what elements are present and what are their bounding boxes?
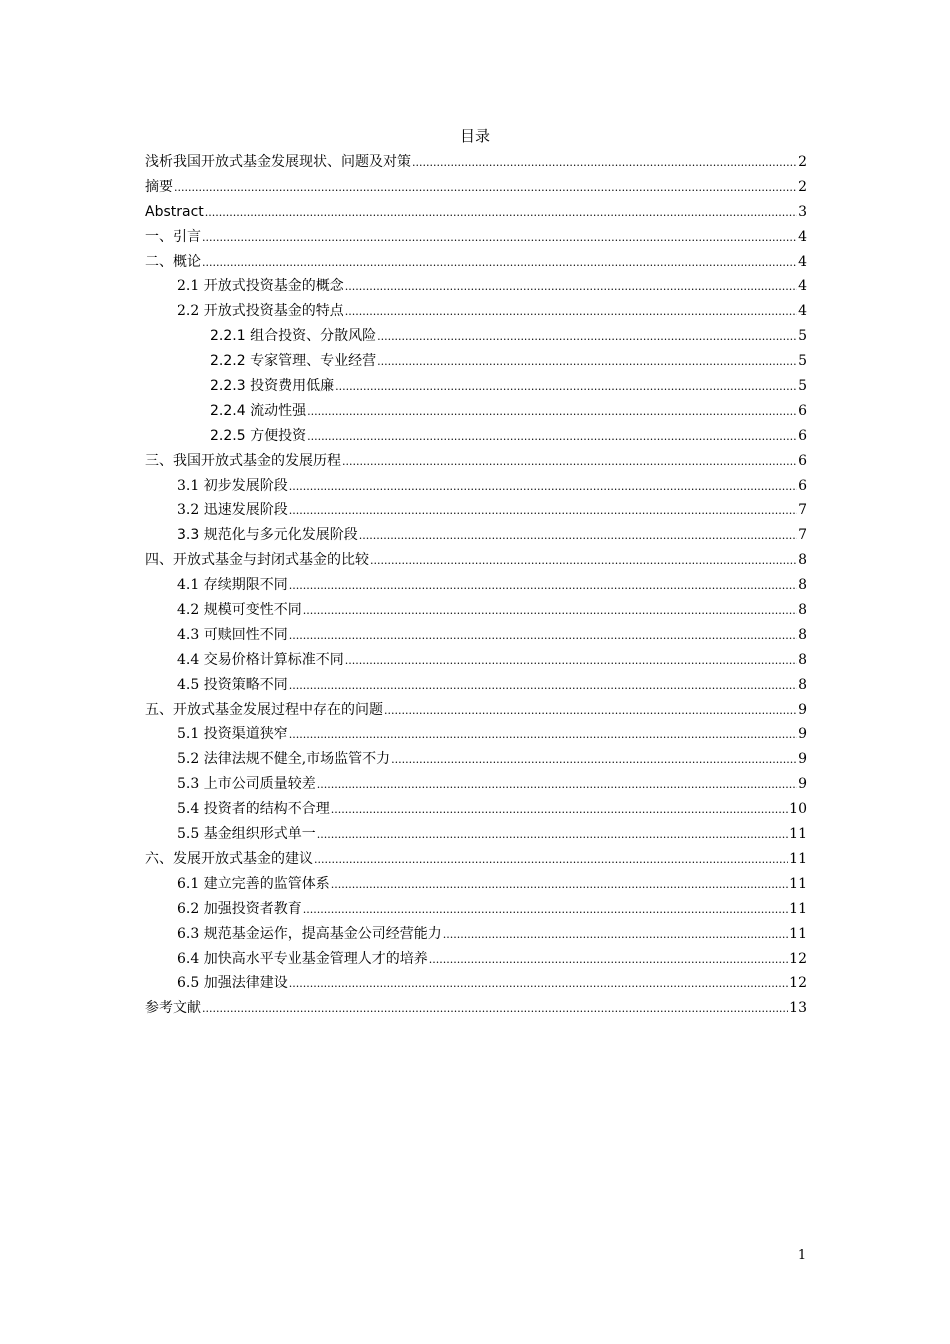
toc-entry-page-number: 5	[798, 378, 807, 395]
toc-leader-dots	[289, 624, 797, 648]
toc-leader-dots	[443, 923, 788, 947]
toc-entry[interactable]	[145, 673, 807, 698]
toc-entry-page-number: 6	[798, 427, 807, 444]
toc-entry-page-number: 4	[798, 253, 807, 270]
toc-leader-dots	[205, 201, 797, 225]
toc-entry[interactable]	[145, 947, 807, 972]
toc-entry-label: 4.2 规模可变性不同	[177, 602, 302, 619]
toc-entry[interactable]	[145, 598, 807, 623]
toc-entry-label: 三、我国开放式基金的发展历程	[145, 452, 341, 469]
toc-leader-dots	[317, 773, 797, 797]
toc-leader-dots	[289, 972, 788, 996]
toc-entry-page-number: 8	[798, 626, 807, 643]
toc-entry-label: 2.2.2 专家管理、专业经营	[210, 353, 377, 370]
toc-entry-page-number: 7	[798, 502, 807, 519]
toc-entry-label: 2.2.5 方便投资	[210, 427, 307, 444]
toc-leader-dots	[202, 226, 797, 250]
toc-entry-label: Abstract	[145, 203, 204, 220]
toc-leader-dots	[391, 748, 797, 772]
toc-title: 目录	[459, 127, 490, 145]
toc-entry[interactable]	[145, 623, 807, 648]
toc-leader-dots	[429, 948, 788, 972]
toc-leader-dots	[303, 599, 797, 623]
toc-entry-page-number: 5	[798, 353, 807, 370]
page-number: 1	[797, 1248, 807, 1263]
toc-entry[interactable]	[145, 374, 807, 399]
toc-entry-label: 六、发展开放式基金的建议	[145, 850, 313, 867]
toc-entry[interactable]	[145, 324, 807, 349]
toc-leader-dots	[289, 475, 797, 499]
toc-entry[interactable]	[145, 747, 807, 772]
toc-leader-dots	[345, 300, 797, 324]
toc-entry[interactable]	[145, 250, 807, 275]
toc-entry[interactable]	[145, 474, 807, 499]
toc-leader-dots	[377, 325, 797, 349]
toc-entry-page-number: 5	[798, 328, 807, 345]
toc-leader-dots	[289, 499, 797, 523]
toc-leader-dots	[174, 176, 797, 200]
toc-entry-page-number: 4	[798, 278, 807, 295]
toc-entry[interactable]	[145, 175, 807, 200]
toc-entry-label: 3.1 初步发展阶段	[177, 477, 288, 494]
toc-entry-page-number: 9	[798, 701, 807, 718]
toc-entry-label: 参考文献	[145, 1000, 201, 1017]
toc-entry-label: 6.2 加强投资者教育	[177, 900, 302, 917]
toc-leader-dots	[345, 649, 797, 673]
toc-entry-label: 五、开放式基金发展过程中存在的问题	[145, 701, 383, 718]
toc-entry-page-number: 4	[798, 228, 807, 245]
toc-entry-page-number: 2	[798, 154, 807, 170]
toc-entry-label: 6.3 规范基金运作，提高基金公司经营能力	[177, 925, 442, 942]
toc-leader-dots	[345, 275, 797, 299]
toc-entry-label: 2.2.4 流动性强	[210, 402, 307, 419]
toc-entry-page-number: 7	[798, 527, 807, 544]
toc-entry[interactable]	[145, 548, 807, 573]
toc-leader-dots	[317, 823, 788, 847]
toc-entry[interactable]	[145, 698, 807, 723]
toc-entry-page-number: 10	[789, 801, 807, 818]
toc-entry[interactable]	[145, 772, 807, 797]
toc-leader-dots	[289, 674, 797, 698]
toc-entry[interactable]	[145, 523, 807, 548]
toc-entry-page-number: 8	[798, 602, 807, 619]
toc-entry-label: 2.2.1 组合投资、分散风险	[210, 328, 377, 345]
toc-leader-dots	[303, 898, 788, 922]
toc-entry-page-number: 6	[798, 452, 807, 469]
toc-entry[interactable]	[145, 648, 807, 673]
toc-entry-label: 2.1 开放式投资基金的概念	[177, 278, 344, 295]
toc-entry-page-number: 9	[798, 776, 807, 793]
toc-entry-label: 6.4 加快高水平专业基金管理人才的培养	[177, 950, 428, 967]
toc-leader-dots	[335, 375, 797, 399]
toc-entry-label: 4.5 投资策略不同	[177, 676, 288, 693]
toc-entry-label: 4.1 存续期限不同	[177, 577, 288, 594]
toc-leader-dots	[307, 400, 797, 424]
toc-leader-dots	[370, 549, 797, 573]
toc-leader-dots	[314, 848, 788, 872]
toc-entry-page-number: 12	[789, 975, 807, 992]
toc-leader-dots	[307, 425, 797, 449]
toc-leader-dots	[202, 251, 797, 275]
toc-entry-page-number: 8	[798, 552, 807, 569]
toc-leader-dots	[412, 151, 797, 175]
toc-entry[interactable]	[145, 498, 807, 523]
toc-entry-label: 4.3 可赎回性不同	[177, 626, 288, 643]
toc-entry-label: 6.5 加强法律建设	[177, 975, 288, 992]
toc-leader-dots	[377, 350, 797, 374]
toc-entry-page-number: 13	[789, 1000, 807, 1017]
toc-entry[interactable]	[145, 150, 807, 175]
toc-entry-page-number: 11	[789, 875, 807, 892]
toc-entry[interactable]	[145, 299, 807, 324]
toc-leader-dots	[359, 524, 797, 548]
toc-entry-label: 4.4 交易价格计算标准不同	[177, 651, 344, 668]
toc-entry-page-number: 8	[798, 651, 807, 668]
toc-entry[interactable]	[145, 399, 807, 424]
toc-entry-label: 一、引言	[145, 228, 201, 245]
toc-entry-label: 浅析我国开放式基金发展现状、问题及对策	[145, 154, 411, 170]
toc-entry-page-number: 11	[789, 850, 807, 867]
toc-entry-page-number: 6	[798, 477, 807, 494]
toc-entry-page-number: 12	[789, 950, 807, 967]
toc-leader-dots	[289, 574, 797, 598]
toc-entry-label: 5.1 投资渠道狭窄	[177, 726, 288, 743]
toc-entry-page-number: 9	[798, 751, 807, 768]
toc-entry[interactable]	[145, 424, 807, 449]
toc-entry[interactable]	[145, 922, 807, 947]
toc-entry-label: 摘要	[145, 178, 173, 195]
toc-entry-page-number: 11	[789, 826, 807, 843]
toc-entry-page-number: 4	[798, 303, 807, 320]
toc-entry[interactable]	[145, 722, 807, 747]
toc-entry-label: 二、概论	[145, 253, 201, 270]
toc-entry[interactable]	[145, 349, 807, 374]
toc-entry-page-number: 11	[789, 925, 807, 942]
toc-entry-label: 四、开放式基金与封闭式基金的比较	[145, 552, 369, 569]
toc-entry-label: 5.2 法律法规不健全,市场监管不力	[177, 751, 391, 768]
toc-entry[interactable]	[145, 797, 807, 822]
toc-entry[interactable]	[145, 996, 807, 1021]
toc-leader-dots	[202, 997, 788, 1021]
toc-entry[interactable]	[145, 872, 807, 897]
toc-entry-page-number: 6	[798, 402, 807, 419]
toc-leader-dots	[331, 873, 788, 897]
toc-entry[interactable]	[145, 449, 807, 474]
toc-entry-label: 5.5 基金组织形式单一	[177, 826, 316, 843]
toc-entry-label: 3.3 规范化与多元化发展阶段	[177, 527, 358, 544]
toc-entry[interactable]	[145, 200, 807, 225]
toc-entry-label: 6.1 建立完善的监管体系	[177, 875, 330, 892]
toc-entry-label: 3.2 迅速发展阶段	[177, 502, 288, 519]
toc-leader-dots	[342, 450, 797, 474]
toc-leader-dots	[384, 699, 797, 723]
table-of-contents	[145, 150, 807, 1021]
toc-entry[interactable]	[145, 971, 807, 996]
toc-entry[interactable]	[145, 225, 807, 250]
toc-entry-label: 2.2 开放式投资基金的特点	[177, 303, 344, 320]
toc-entry-page-number: 9	[798, 726, 807, 743]
toc-leader-dots	[289, 723, 797, 747]
toc-entry-page-number: 11	[789, 900, 807, 917]
toc-entry-page-number: 2	[798, 178, 807, 195]
toc-entry-page-number: 8	[798, 676, 807, 693]
toc-leader-dots	[331, 798, 788, 822]
toc-entry-page-number: 8	[798, 577, 807, 594]
toc-entry-label: 2.2.3 投资费用低廉	[210, 378, 335, 395]
toc-entry[interactable]	[145, 897, 807, 922]
toc-entry[interactable]	[145, 274, 807, 299]
toc-entry-page-number: 3	[798, 203, 807, 220]
toc-entry-label: 5.4 投资者的结构不合理	[177, 801, 330, 818]
toc-entry[interactable]	[145, 822, 807, 847]
toc-entry[interactable]	[145, 573, 807, 598]
toc-entry-label: 5.3 上市公司质量较差	[177, 776, 316, 793]
toc-entry[interactable]	[145, 847, 807, 872]
